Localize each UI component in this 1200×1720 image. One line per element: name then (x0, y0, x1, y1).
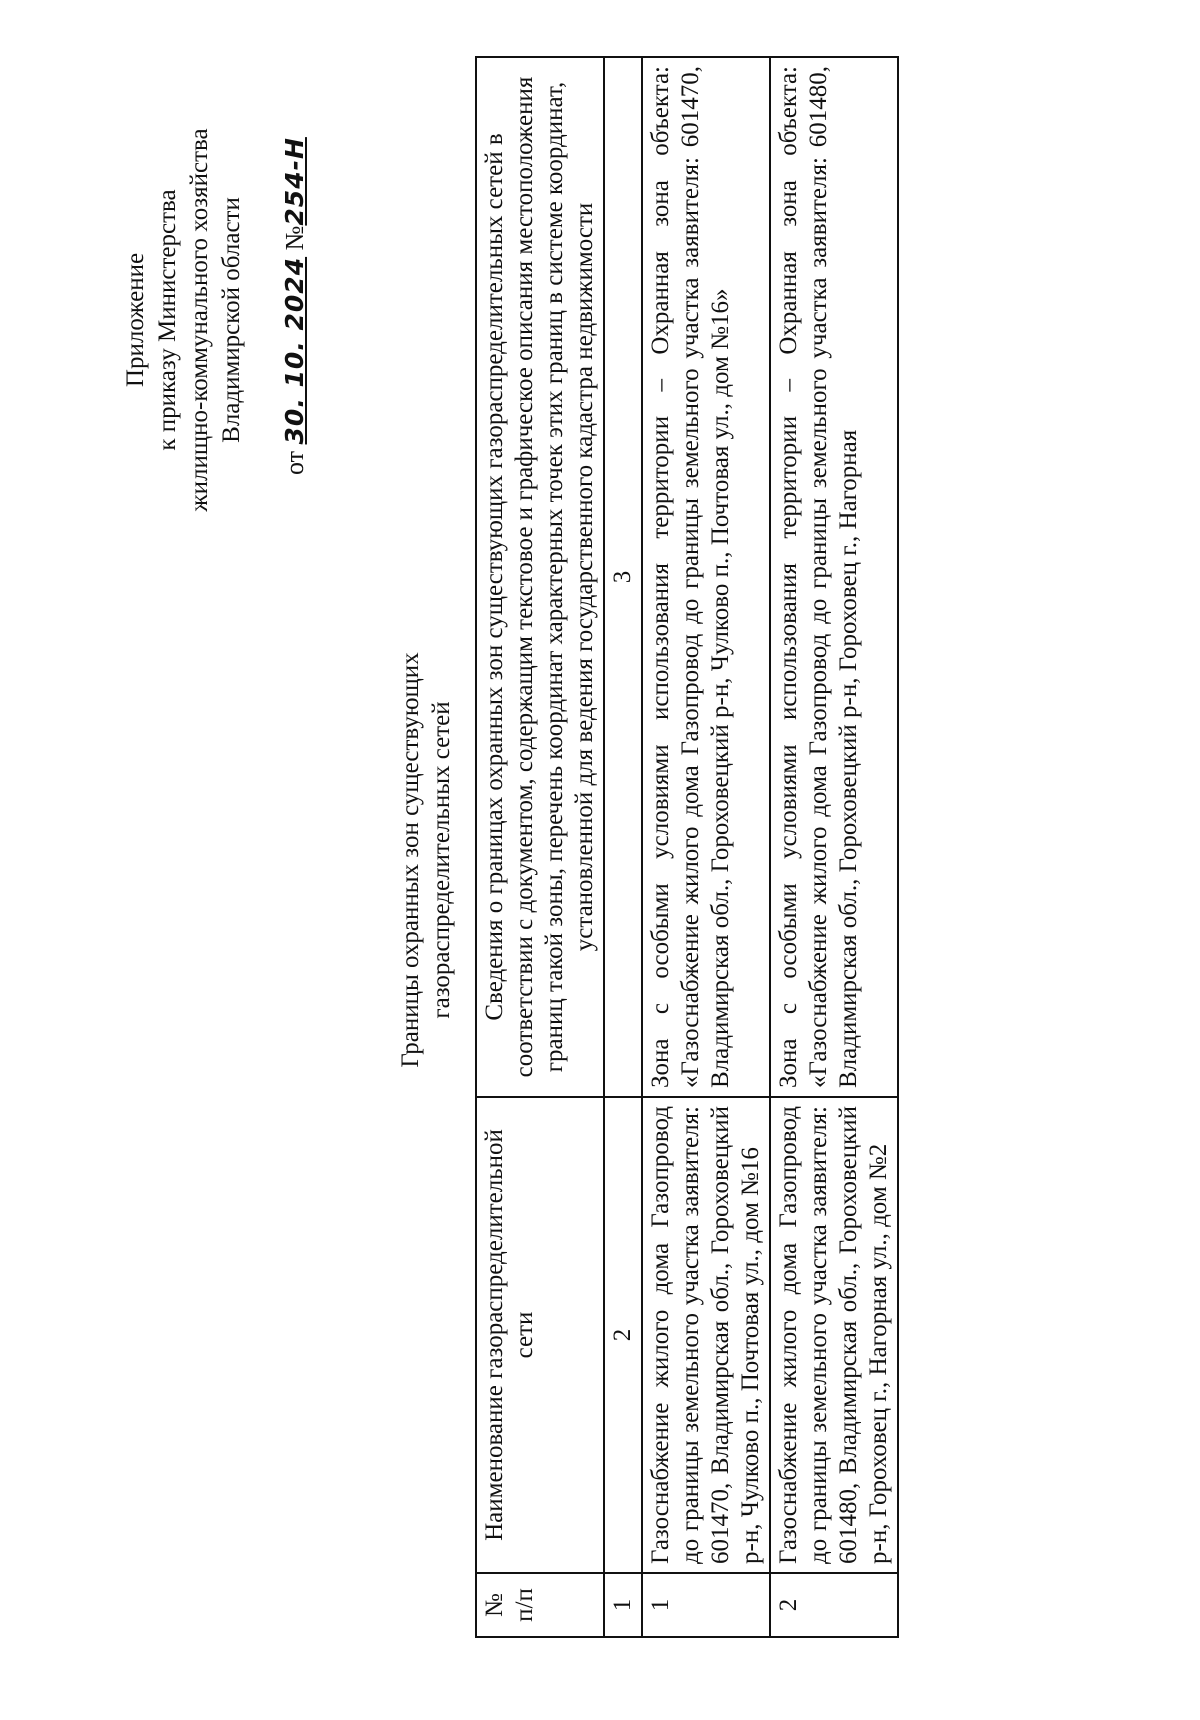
row-network-name: Газоснабжение жилого дома Газопровод до границы земельного участка заявителя: 601470, Владимирская обл., Гороховецкий р-н, Чулково п., Почтовая ул., дом №16 (642, 1097, 770, 1573)
number-sign: № (280, 225, 309, 251)
document-title (395, 520, 457, 1200)
appendix-line: Приложение (122, 252, 149, 388)
handwritten-date: 30. 10. 2024 (280, 256, 309, 445)
table-row (770, 57, 898, 1637)
appendix-line: Владимирской области (218, 197, 245, 443)
row-network-name: Газоснабжение жилого дома Газопровод до границы земельного участка заявителя: 601480, Владимирская обл., Гороховецкий р-н, Гороховец г., Нагорная ул., дом №2 (770, 1097, 898, 1573)
order-date-line (280, 137, 310, 475)
column-number-row (604, 57, 642, 1637)
row-zone-info: Зона с особыми условиями использования территории – Охранная зона объекта: «Газоснабжение жилого дома Газопровод до границы земельного участка заявителя: 601470, Владимирская обл., Гороховецкий р-н, Чулково п., Почтовая ул., дом №16» (642, 57, 770, 1097)
row-number: 1 (642, 1573, 770, 1637)
row-zone-info: Зона с особыми условиями использования территории – Охранная зона объекта: «Газоснабжение жилого дома Газопровод до границы земельного участка заявителя: 601480, Владимирская обл., Гороховецкий р-н, Гороховец г., Нагорная (770, 57, 898, 1097)
appendix-line: жилищно-коммунального хозяйства (186, 128, 213, 512)
appendix-line: к приказу Министерства (154, 189, 181, 451)
header-number: № п/п (476, 1573, 604, 1637)
column-number: 1 (604, 1573, 642, 1637)
date-prefix: от (280, 450, 309, 475)
title-line-2: газораспределительных сетей (428, 701, 455, 1019)
column-number: 3 (604, 57, 642, 1097)
table-row (642, 57, 770, 1637)
handwritten-number: 254-Н (280, 137, 309, 226)
table-header-row (476, 57, 604, 1637)
title-line-1: Границы охранных зон существующих (397, 652, 424, 1068)
column-number: 2 (604, 1097, 642, 1573)
header-network-name: Наименование газораспределительной сети (476, 1097, 604, 1573)
row-number: 2 (770, 1573, 898, 1637)
appendix-header (120, 60, 248, 580)
header-zone-info: Сведения о границах охранных зон существующих газораспределительных сетей в соответствии с документом, содержащим текстовое и графическое описания местоположения границ такой зоны, перечень координат характерных точек этих границ в системе координат, установленной для ведения государственного кадастра недвижимости (476, 57, 604, 1097)
zones-table (475, 56, 899, 1638)
